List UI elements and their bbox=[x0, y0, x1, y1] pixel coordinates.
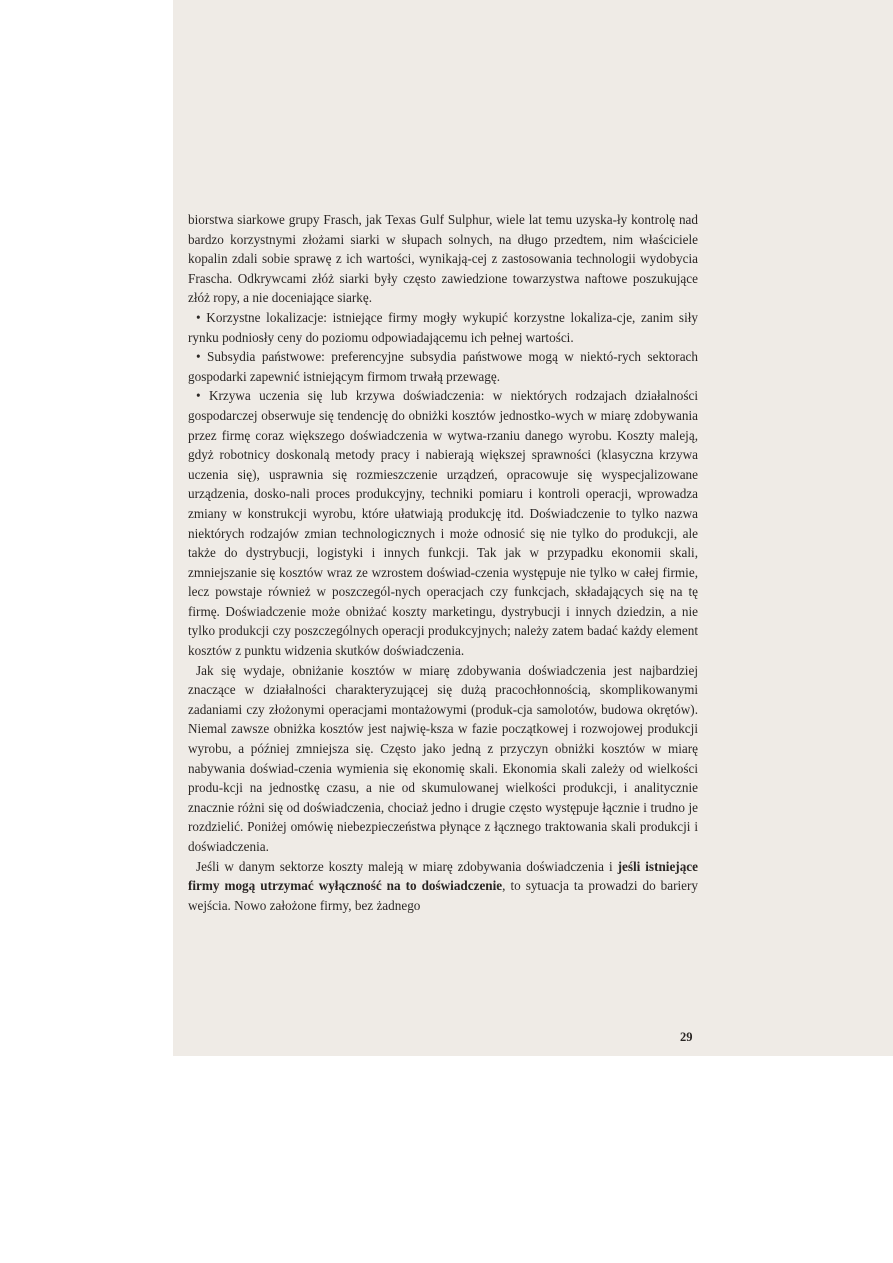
paragraph-1: biorstwa siarkowe grupy Frasch, jak Texas Gulf Sulphur, wiele lat temu uzyska-ły kontrolę nad bardzo korzystnymi złożami siarki w słupach solnych, na długo przedtem, nim właściciele kopalin zdali sobie sprawę z ich wartości, wynikają-cej z zastosowania technologii wydobycia Frascha. Odkrywcami złóż siarki były często zawiedzione towarzystwa naftowe poszukujące złóż ropy, a nie doceniające siarkę. bbox=[188, 212, 698, 306]
page-number: 29 bbox=[680, 1030, 693, 1044]
paragraph-2: • Korzystne lokalizacje: istniejące firmy mogły wykupić korzystne lokaliza-cje, zanim siły rynku podniosły ceny do poziomu odpowiadającemu ich pełnej wartości. bbox=[188, 309, 698, 345]
paragraph-4: • Krzywa uczenia się lub krzywa doświadczenia: w niektórych rodzajach działalności gospodarczej obserwuje się tendencję do obniżki kosztów jednostko-wych w miarę zdobywania przez firmę coraz większego doświadczenia w wytwa-rzaniu danego wyrobu. Koszty maleją, gdyż robotnicy doskonalą metody pracy i nabierają większej sprawności (klasyczna krzywa uczenia się), usprawnia się rozmieszczenie urządzeń, opracowuje się wyspecjalizowane urządzenia, dosko-nali proces produkcyjny, techniki pomiaru i kontroli operacji, wprowadza zmiany w konstrukcji wyrobu, które ułatwiają produkcję itd. Doświadczenie to tylko nazwa niektórych rodzajów zmian technologicznych i może odnosić się nie tylko do produkcji, ale także do dystrybucji, logistyki i innych funkcji. Tak jak w przypadku ekonomii skali, zmniejszanie się kosztów wraz ze wzrostem doświad-czenia występuje nie tylko w całej firmie, lecz powstaje również w poszczegól-nych operacjach czy funkcjach, składających się na tę firmę. Doświadczenie może obniżać koszty marketingu, dystrybucji i innych dziedzin, a nie tylko produkcji czy poszczególnych operacji produkcyjnych; należy zatem badać każdy element kosztów z punktu widzenia skutków doświadczenia. bbox=[188, 388, 698, 659]
paragraph-3: • Subsydia państwowe: preferencyjne subsydia państwowe mogą w niektó-rych sektorach gospodarki zapewnić istniejącym firmom trwałą przewagę. bbox=[188, 349, 698, 384]
paragraph-6-end: , to sytuacja ta prowadzi do bariery wejścia. Nowo założone firmy, bez żadnego bbox=[188, 878, 698, 913]
paragraph-6-bold: jeśli istniejące firmy mogą utrzymać wyłączność na to doświadczenie bbox=[188, 858, 698, 894]
paragraph-6 bbox=[188, 857, 698, 916]
body-text bbox=[188, 210, 698, 915]
paragraph-5: Jak się wydaje, obniżanie kosztów w miarę zdobywania doświadczenia jest najbardziej znaczące w działalności charakteryzującej się dużą pracochłonnością, skomplikowanymi zadaniami czy złożonymi operacjami montażowymi (produk-cja samolotów, budowa okrętów). Niemal zawsze obniżka kosztów jest najwię-ksza w fazie początkowej i rozwojowej produkcji wyrobu, a później zmniejsza się. Często jako jedną z przyczyn obniżki kosztów w miarę nabywania doświad-czenia wymienia się ekonomię skali. Ekonomia skali zależy od wielkości produ-kcji na jednostkę czasu, a nie od skumulowanej wielkości produkcji, i analitycznie znacznie różni się od doświadczenia, chociaż jedno i drugie często występuje łącznie i trudno je rozdzielić. Poniżej omówię niebezpieczeństwa płynące z łącznego traktowania skali produkcji i doświadczenia. bbox=[188, 662, 698, 854]
paragraph-6-start: Jeśli w danym sektorze koszty maleją w miarę zdobywania doświadczenia i bbox=[196, 858, 618, 874]
